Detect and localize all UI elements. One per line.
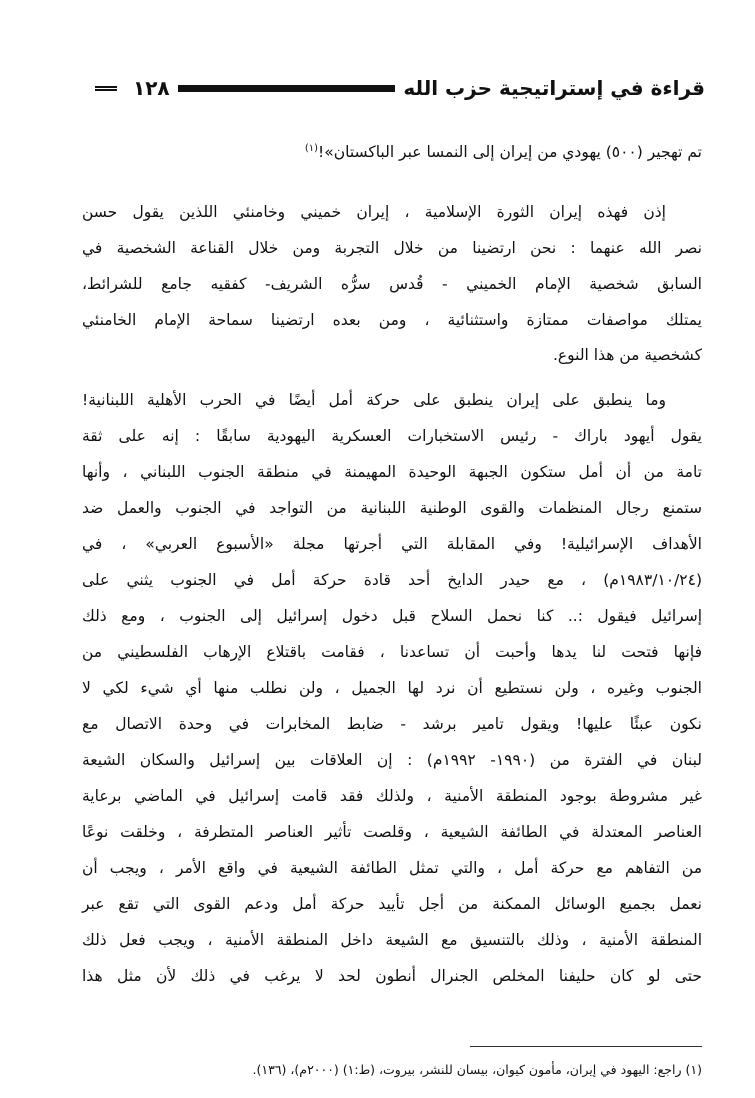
line-text: يمتلك مواصفات ممتازة واستثنائية ، ومن بعده ارتضينا سماحة الإمام الخامنئي bbox=[82, 311, 702, 329]
text-line bbox=[82, 272, 702, 298]
header-rule bbox=[178, 85, 396, 92]
text-line bbox=[82, 308, 702, 334]
line-text: (١٩٨٣/١٠/٢٤م) ، مع حيدر الدايخ أحد قادة حركة أمل في الجنوب يثني على bbox=[82, 571, 702, 589]
text-line bbox=[82, 604, 702, 630]
line-text: إسرائيل فيقول :.. كنا نحمل السلاح قبل دخول إسرائيل إلى الجنوب ، ومع ذلك bbox=[82, 607, 702, 625]
text-line bbox=[82, 532, 702, 558]
text-line bbox=[82, 820, 702, 846]
line-text: الجنوب وغيره ، ولن نستطيع أن نرد لها الجميل ، ولن نطلب منها أي شيء لكي لا bbox=[82, 679, 702, 697]
line-text: نصر الله عنهما : نحن ارتضينا من خلال التجربة ومن خلال القناعة الشخصية في bbox=[82, 239, 702, 257]
text-line bbox=[82, 856, 702, 882]
line-text: نكون عبئًا عليها! ويقول تامير برشد - ضابط المخابرات في وحدة الاتصال مع bbox=[82, 715, 702, 733]
line-text: السابق شخصية الإمام الخميني - قُدس سرُّه الشريف- كفقيه جامع للشرائط، bbox=[82, 275, 702, 293]
text-line bbox=[82, 343, 702, 369]
text-line bbox=[82, 568, 702, 594]
text-line bbox=[82, 137, 702, 163]
line-text: فإنها فتحت لنا يدها وأحبت أن تساعدنا ، فقامت باقتلاع الإرهاب الفلسطيني من bbox=[82, 643, 702, 661]
line-text: ستمنع رجال المنظمات والقوى الوطنية اللبنانية من التواجد في الجنوب والعمل ضد bbox=[82, 499, 702, 517]
page-number: ١٢٨ bbox=[133, 76, 170, 100]
line-text: يقول أيهود باراك - رئيس الاستخبارات العسكرية اليهودية سابقًا : إنه على ثقة bbox=[82, 427, 702, 445]
line-text: حتى لو كان حليفنا المخلص الجنرال أنطون لحد لا يرغب في ذلك لأن مثل هذا bbox=[82, 967, 702, 985]
line-text: لبنان في الفترة من (١٩٩٠- ١٩٩٢م) : إن العلاقات بين إسرائيل والسكان الشيعة bbox=[82, 751, 702, 769]
text-line bbox=[82, 640, 702, 666]
text-line bbox=[82, 712, 702, 738]
text-line bbox=[82, 200, 702, 226]
footnote: (١) راجع: اليهود في إيران، مأمون كيوان، بيسان للنشر، بيروت، (ط:١) (٢٠٠٠م)، (١٣٦). bbox=[252, 1062, 702, 1077]
line-text: نعمل بجميع الوسائل الممكنة من أجل تأييد حركة أمل ودعم القوى التي تقع عبر bbox=[82, 895, 702, 913]
text-line bbox=[82, 784, 702, 810]
line-text: العناصر المعتدلة في الطائفة الشيعية ، وقلصت تأثير العناصر المتطرفة ، وخلقت نوعًا bbox=[82, 823, 702, 841]
line-text: تم تهجير (٥٠٠) يهودي من إيران إلى النمسا عبر الباكستان»! bbox=[318, 143, 702, 162]
footnote-divider bbox=[470, 1046, 702, 1047]
line-text: المنطقة الأمنية ، وذلك بالتنسيق مع الشيعة داخل المنطقة الأمنية ، ويجب فعل ذلك bbox=[82, 931, 702, 949]
line-text: غير مشروطة بوجود المنطقة الأمنية ، ولذلك فقد قامت إسرائيل في الماضي برعاية bbox=[82, 787, 702, 805]
book-title: قراءة في إستراتيجية حزب الله bbox=[403, 76, 705, 100]
footnote-reference: (١) bbox=[304, 143, 319, 154]
text-line bbox=[82, 236, 702, 262]
text-line bbox=[82, 388, 702, 414]
running-header bbox=[95, 72, 705, 104]
text-line bbox=[82, 676, 702, 702]
text-line bbox=[82, 928, 702, 954]
text-line bbox=[82, 892, 702, 918]
line-text: إذن فهذه إيران الثورة الإسلامية ، إيران خميني وخامنئي اللذين يقول حسن bbox=[82, 203, 666, 221]
line-text: الأهداف الإسرائيلية! وفي المقابلة التي أجرتها مجلة «الأسبوع العربي» ، في bbox=[82, 535, 702, 553]
header-dash bbox=[95, 86, 117, 91]
line-text: من التفاهم مع حركة أمل ، والتي تمثل الطائفة الشيعية في واقع الأمر ، ويجب أن bbox=[82, 859, 702, 877]
text-line bbox=[82, 496, 702, 522]
line-text: وما ينطبق على إيران ينطبق على حركة أمل أيضًا في الحرب الأهلية اللبنانية! bbox=[82, 391, 666, 409]
line-text: كشخصية من هذا النوع. bbox=[552, 346, 702, 364]
line-text: تامة من أن أمل ستكون الجبهة الوحيدة المهيمنة في منطقة الجنوب اللبناني ، وأنها bbox=[82, 463, 702, 481]
text-line bbox=[82, 460, 702, 486]
text-line bbox=[82, 424, 702, 450]
text-line bbox=[82, 748, 702, 774]
text-line bbox=[82, 964, 702, 990]
